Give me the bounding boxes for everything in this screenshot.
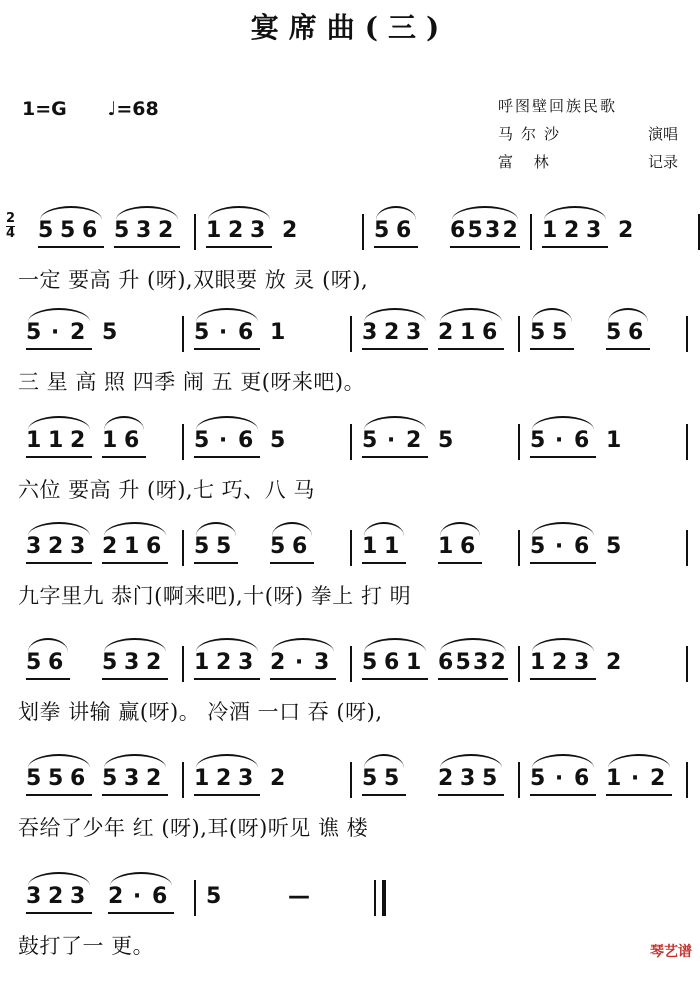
note: 6 bbox=[238, 320, 254, 345]
barline bbox=[194, 214, 196, 250]
note: 2 bbox=[158, 218, 174, 243]
note: 6 bbox=[574, 766, 590, 791]
notation-line bbox=[0, 314, 700, 354]
beam-line bbox=[102, 794, 168, 796]
note: 2 bbox=[48, 534, 64, 559]
note: 6 bbox=[482, 320, 498, 345]
dot-mark: · bbox=[554, 534, 564, 559]
note: 1 bbox=[270, 320, 286, 345]
note: 2 bbox=[438, 320, 454, 345]
note: 2 bbox=[48, 884, 64, 909]
barline bbox=[194, 880, 196, 916]
note: 6 bbox=[438, 650, 454, 675]
song-source: 呼图壁回族民歌 bbox=[498, 97, 618, 115]
slur-mark bbox=[196, 638, 258, 652]
note: 2 bbox=[70, 320, 86, 345]
note: 2 bbox=[216, 766, 232, 791]
slur-mark bbox=[532, 638, 594, 652]
slur-mark bbox=[440, 754, 502, 768]
barline bbox=[350, 316, 352, 352]
beam-line bbox=[362, 562, 406, 564]
beam-line bbox=[114, 246, 180, 248]
barline bbox=[518, 424, 520, 460]
note: 2 bbox=[282, 218, 298, 243]
note: 5 bbox=[530, 428, 546, 453]
note: 5 bbox=[38, 218, 54, 243]
score-system bbox=[0, 878, 700, 986]
note: 1 bbox=[26, 428, 42, 453]
note: 5 bbox=[606, 320, 622, 345]
note: 2 bbox=[618, 218, 634, 243]
slur-mark bbox=[440, 638, 506, 652]
barline bbox=[686, 530, 688, 566]
beam-line bbox=[374, 246, 418, 248]
barline bbox=[686, 424, 688, 460]
barline bbox=[182, 424, 184, 460]
beam-line bbox=[108, 912, 174, 914]
note: 5 bbox=[362, 766, 378, 791]
dot-mark: · bbox=[132, 884, 142, 909]
slur-mark bbox=[28, 754, 90, 768]
note: 5 bbox=[194, 534, 210, 559]
note: 2 bbox=[108, 884, 124, 909]
beam-line bbox=[270, 562, 314, 564]
note: 5 bbox=[467, 218, 483, 243]
note: 3 bbox=[26, 534, 42, 559]
note: 6 bbox=[152, 884, 168, 909]
note: 3 bbox=[574, 650, 590, 675]
beam-line bbox=[26, 912, 92, 914]
note: 2 bbox=[502, 218, 518, 243]
note: 3 bbox=[586, 218, 602, 243]
beam-line bbox=[194, 678, 260, 680]
beam-line bbox=[194, 348, 260, 350]
note: 5 bbox=[482, 766, 498, 791]
score-system bbox=[0, 314, 700, 422]
note: 6 bbox=[396, 218, 412, 243]
lyrics-line: 一定 要高 升 (呀),双眼要 放 灵 (呀), bbox=[18, 268, 369, 292]
beam-line bbox=[26, 348, 92, 350]
note: 1 bbox=[124, 534, 140, 559]
beam-line bbox=[606, 348, 650, 350]
slur-mark bbox=[104, 754, 166, 768]
note: 5 bbox=[384, 766, 400, 791]
note: 2 bbox=[406, 428, 422, 453]
note: 1 bbox=[102, 428, 118, 453]
barline bbox=[686, 762, 688, 798]
note: 6 bbox=[48, 650, 64, 675]
beam-line bbox=[362, 794, 406, 796]
note: 5 bbox=[438, 428, 454, 453]
slur-mark bbox=[40, 206, 102, 220]
beam-line bbox=[362, 456, 428, 458]
note: 2 bbox=[384, 320, 400, 345]
barline bbox=[350, 530, 352, 566]
barline bbox=[362, 214, 364, 250]
note: 3 bbox=[485, 218, 501, 243]
beam-line bbox=[438, 562, 482, 564]
final-barline bbox=[374, 880, 386, 916]
beam-line bbox=[438, 678, 508, 680]
note: 5 bbox=[530, 534, 546, 559]
note: 3 bbox=[26, 884, 42, 909]
note: 1 bbox=[194, 650, 210, 675]
beam-line bbox=[362, 678, 428, 680]
key-signature: 1=G bbox=[22, 98, 67, 120]
note: 5 bbox=[194, 320, 210, 345]
notation-line bbox=[0, 878, 700, 918]
beam-line bbox=[26, 794, 92, 796]
lyrics-line: 鼓打了一 更。 bbox=[18, 934, 155, 958]
note: 1 bbox=[384, 534, 400, 559]
note: 2 bbox=[438, 766, 454, 791]
barline bbox=[350, 762, 352, 798]
dot-mark: · bbox=[554, 766, 564, 791]
note: 5 bbox=[270, 534, 286, 559]
barline bbox=[530, 214, 532, 250]
note: 2 bbox=[490, 650, 506, 675]
note: 5 bbox=[102, 320, 118, 345]
note: 6 bbox=[238, 428, 254, 453]
note: 5 bbox=[206, 884, 222, 909]
note: 2 bbox=[270, 766, 286, 791]
note: 3 bbox=[238, 766, 254, 791]
note: 5 bbox=[48, 766, 64, 791]
note: 1 bbox=[406, 650, 422, 675]
slur-mark bbox=[110, 872, 172, 886]
note: 5 bbox=[102, 650, 118, 675]
dash-mark: — bbox=[288, 884, 310, 909]
notation-line bbox=[0, 528, 700, 568]
lyrics-line: 吞给了少年 红 (呀),耳(呀)听见 谯 楼 bbox=[18, 816, 369, 840]
note: 5 bbox=[606, 534, 622, 559]
note: 2 bbox=[270, 650, 286, 675]
note: 5 bbox=[216, 534, 232, 559]
note: 5 bbox=[530, 320, 546, 345]
slur-mark bbox=[28, 638, 68, 652]
beam-line bbox=[194, 456, 260, 458]
note: 3 bbox=[136, 218, 152, 243]
note: 6 bbox=[292, 534, 308, 559]
barline bbox=[686, 646, 688, 682]
note: 1 bbox=[530, 650, 546, 675]
note: 1 bbox=[606, 428, 622, 453]
note: 5 bbox=[270, 428, 286, 453]
note: 2 bbox=[146, 650, 162, 675]
barline bbox=[518, 530, 520, 566]
note: 5 bbox=[26, 650, 42, 675]
note: 2 bbox=[650, 766, 666, 791]
note: 6 bbox=[460, 534, 476, 559]
recorder-role: 记录 bbox=[647, 153, 678, 171]
time-signature: 2 4 bbox=[6, 211, 16, 241]
note: 3 bbox=[250, 218, 266, 243]
note: 1 bbox=[460, 320, 476, 345]
note: 6 bbox=[628, 320, 644, 345]
note: 3 bbox=[124, 650, 140, 675]
beam-line bbox=[102, 456, 146, 458]
barline bbox=[518, 316, 520, 352]
page-title: 宴席曲(三) bbox=[250, 11, 450, 44]
note: 1 bbox=[542, 218, 558, 243]
slur-mark bbox=[544, 206, 606, 220]
beam-line bbox=[438, 794, 504, 796]
barline bbox=[686, 316, 688, 352]
dot-mark: · bbox=[218, 428, 228, 453]
note: 3 bbox=[460, 766, 476, 791]
barline bbox=[182, 316, 184, 352]
lyrics-line: 九字里九 恭门(啊来吧),十(呀) 拳上 打 明 bbox=[18, 584, 412, 608]
note: 1 bbox=[48, 428, 64, 453]
note: 2 bbox=[606, 650, 622, 675]
note: 3 bbox=[314, 650, 330, 675]
note: 1 bbox=[362, 534, 378, 559]
note: 2 bbox=[228, 218, 244, 243]
note: 5 bbox=[455, 650, 471, 675]
slur-mark bbox=[364, 754, 404, 768]
beam-line bbox=[194, 562, 238, 564]
lyrics-line: 六位 要高 升 (呀),七 巧、八 马 bbox=[18, 478, 315, 502]
beam-line bbox=[530, 678, 596, 680]
performer-name: 马尔沙 bbox=[498, 125, 568, 143]
notation-line bbox=[0, 422, 700, 462]
note: 5 bbox=[530, 766, 546, 791]
barline bbox=[182, 762, 184, 798]
beam-line bbox=[26, 456, 92, 458]
slur-mark bbox=[272, 638, 334, 652]
slur-mark bbox=[376, 206, 416, 220]
dot-mark: · bbox=[50, 320, 60, 345]
note: 2 bbox=[146, 766, 162, 791]
note: 2 bbox=[564, 218, 580, 243]
notation-line bbox=[0, 212, 700, 252]
note: 3 bbox=[70, 534, 86, 559]
slur-mark bbox=[208, 206, 270, 220]
beam-line bbox=[270, 678, 336, 680]
note: 6 bbox=[384, 650, 400, 675]
note: 1 bbox=[206, 218, 222, 243]
beam-line bbox=[102, 562, 168, 564]
barline bbox=[182, 530, 184, 566]
performer-role: 演唱 bbox=[647, 125, 678, 143]
slur-mark bbox=[608, 754, 670, 768]
note: 3 bbox=[406, 320, 422, 345]
note: 1 bbox=[438, 534, 454, 559]
score-system bbox=[0, 644, 700, 752]
beam-line bbox=[530, 562, 596, 564]
beam-line bbox=[542, 246, 608, 248]
note: 5 bbox=[362, 428, 378, 453]
beam-line bbox=[530, 348, 574, 350]
notation-line bbox=[0, 644, 700, 684]
watermark-logo: 琴艺谱 bbox=[650, 944, 692, 960]
note: 2 bbox=[216, 650, 232, 675]
note: 5 bbox=[26, 320, 42, 345]
note: 1 bbox=[194, 766, 210, 791]
barline bbox=[518, 646, 520, 682]
beam-line bbox=[206, 246, 272, 248]
beam-line bbox=[38, 246, 104, 248]
note: 6 bbox=[146, 534, 162, 559]
lyrics-line: 三 星 高 照 四季 闹 五 更(呀来吧)。 bbox=[18, 370, 366, 394]
note: 5 bbox=[194, 428, 210, 453]
score-system bbox=[0, 422, 700, 530]
dot-mark: · bbox=[386, 428, 396, 453]
beam-line bbox=[102, 678, 168, 680]
dot-mark: · bbox=[554, 428, 564, 453]
note: 2 bbox=[70, 428, 86, 453]
beam-line bbox=[362, 348, 428, 350]
beam-line bbox=[194, 794, 260, 796]
note: 5 bbox=[374, 218, 390, 243]
note: 1 bbox=[606, 766, 622, 791]
note: 5 bbox=[60, 218, 76, 243]
note: 3 bbox=[238, 650, 254, 675]
note: 6 bbox=[574, 534, 590, 559]
beam-line bbox=[26, 562, 92, 564]
note: 3 bbox=[473, 650, 489, 675]
beam-line bbox=[530, 794, 596, 796]
dot-mark: · bbox=[294, 650, 304, 675]
note: 6 bbox=[70, 766, 86, 791]
beam-line bbox=[530, 456, 596, 458]
note: 3 bbox=[362, 320, 378, 345]
note: 5 bbox=[552, 320, 568, 345]
note: 2 bbox=[552, 650, 568, 675]
note: 3 bbox=[70, 884, 86, 909]
score-system bbox=[0, 212, 700, 320]
tempo-mark: ♩=68 bbox=[107, 98, 159, 120]
barline bbox=[182, 646, 184, 682]
dot-mark: · bbox=[218, 320, 228, 345]
slur-mark bbox=[532, 754, 594, 768]
beam-line bbox=[606, 794, 672, 796]
barline bbox=[350, 646, 352, 682]
score-system bbox=[0, 528, 700, 636]
slur-mark bbox=[364, 638, 426, 652]
notation-line bbox=[0, 760, 700, 800]
note: 3 bbox=[124, 766, 140, 791]
barline bbox=[350, 424, 352, 460]
beam-line bbox=[438, 348, 504, 350]
dot-mark: · bbox=[630, 766, 640, 791]
slur-mark bbox=[116, 206, 178, 220]
note: 6 bbox=[574, 428, 590, 453]
slur-mark bbox=[452, 206, 518, 220]
score-system bbox=[0, 760, 700, 868]
note: 5 bbox=[362, 650, 378, 675]
note: 6 bbox=[82, 218, 98, 243]
slur-mark bbox=[28, 872, 90, 886]
beam-line bbox=[450, 246, 520, 248]
note: 5 bbox=[26, 766, 42, 791]
recorder-name: 富 林 bbox=[498, 153, 557, 171]
note: 2 bbox=[102, 534, 118, 559]
barline bbox=[518, 762, 520, 798]
note: 5 bbox=[114, 218, 130, 243]
note: 5 bbox=[102, 766, 118, 791]
slur-mark bbox=[104, 638, 166, 652]
note: 6 bbox=[450, 218, 466, 243]
note: 6 bbox=[124, 428, 140, 453]
beam-line bbox=[26, 678, 70, 680]
lyrics-line: 划拳 讲输 赢(呀)。 冷酒 一口 吞 (呀), bbox=[18, 700, 383, 724]
slur-mark bbox=[196, 754, 258, 768]
